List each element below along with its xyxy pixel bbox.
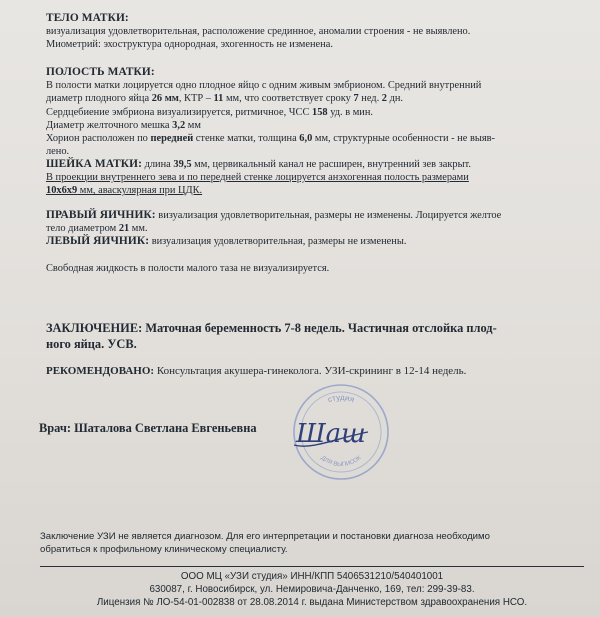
section-uterine-cavity — [46, 66, 572, 158]
gestational-sac-diameter: 26 мм — [151, 93, 179, 105]
doctor-line — [39, 421, 257, 436]
text-span: дн. — [386, 93, 404, 105]
text-span: визуализация удовлетворительная, размеры не изменены. — [149, 236, 407, 248]
section-recommended — [46, 365, 572, 378]
section-cervix — [46, 158, 572, 198]
text-span: мм, что соответствует сроку — [223, 93, 354, 105]
section-uterus-body — [46, 12, 572, 52]
recommended-line — [46, 365, 572, 378]
left-ovary-line — [46, 235, 572, 248]
text-span: стенке матки, толщина — [193, 133, 300, 145]
text-span: Хорион расположен по — [46, 133, 151, 145]
text-span: нед. — [358, 93, 382, 105]
uterine-cavity-line1: В полости матки лоцируется одно плодное яйцо с одним живым эмбрионом. Средний внутренний — [46, 80, 482, 92]
signature-text: Шаш — [296, 419, 366, 449]
doctor-label: Врач: — [39, 421, 71, 435]
footer-license: Лицензия № ЛО-54-01-002838 от 28.08.2014 г. выдана Министерством здравоохранения НСО. — [96, 597, 528, 608]
uterus-body-line2: Миометрий: эхоструктура однородная, эхогенность не изменена. — [46, 39, 333, 51]
text-span: мм. — [129, 223, 148, 235]
text-span: мм, цервикальный канал не расширен, внутренний зев закрыт. — [191, 159, 471, 170]
disclaimer-line1: Заключение УЗИ не является диагнозом. Для его интерпретации и постановки диагноза необходимо — [40, 531, 490, 542]
cervix-line2: В проекции внутреннего зева и по передней стенке лоцируется анэхогенная полость размерами — [46, 172, 469, 184]
weeks-value: 7 — [353, 93, 359, 105]
recommended-label: РЕКОМЕНДОВАНО: — [46, 365, 155, 377]
section-conclusion — [46, 321, 572, 352]
text-span: , КТР – — [178, 93, 214, 105]
section-ovaries — [46, 209, 572, 249]
stamp-top-text — [327, 393, 356, 404]
conclusion-line2: ного яйца. УСВ. — [46, 336, 137, 351]
text-span: диаметр плодного яйца — [46, 93, 152, 105]
heart-rate-value: 158 — [312, 106, 328, 118]
recommended-text: Консультация акушера-гинеколога. УЗИ-скрининг в 12-14 недель. — [154, 365, 467, 377]
text-span: мм, аваскулярная при ЦДК. — [77, 185, 203, 197]
doctor-name: Шаталова Светлана Евгеньевна — [70, 421, 257, 435]
cervix-header: ШЕЙКА МАТКИ: — [46, 158, 142, 170]
conclusion-text: Маточная беременность 7-8 недель. Частичная отслойка плод- — [142, 321, 497, 335]
uterine-cavity-line3 — [46, 106, 572, 119]
footer-company: ООО МЦ «УЗИ студия» ИНН/КПП 5406531210/540401001 — [180, 571, 444, 582]
text-span: мм, структурные особенности - не выяв- — [312, 133, 495, 145]
uterus-body-line1: визуализация удовлетворительная, расположение срединное, аномалии строения - не выявлено. — [46, 26, 471, 38]
text-span: тело диаметром — [46, 223, 119, 235]
text-span: Сердцебиение эмбриона визуализируется, ритмичное, ЧСС — [46, 106, 312, 118]
conclusion-line1 — [46, 321, 572, 337]
text-span: Диаметр желточного мешка — [46, 119, 173, 131]
footer-address: 630087, г. Новосибирск, ул. Немировича-Данченко, 169, тел: 299-39-83. — [149, 584, 475, 595]
days-value: 2 — [381, 93, 387, 105]
right-ovary-line1 — [46, 209, 572, 222]
doctor-signature — [292, 412, 370, 452]
disclaimer-line2: обратиться к профильному клиническому специалисту. — [40, 543, 288, 555]
uterine-cavity-line6: лено. — [46, 146, 70, 158]
cervix-line3 — [46, 184, 572, 197]
cavity-size: 10х6х9 — [46, 185, 78, 197]
stamp-bottom-textpath: ДЛЯ ВЫПИСОК — [319, 455, 363, 469]
uterine-cavity-header: ПОЛОСТЬ МАТКИ: — [46, 66, 155, 78]
stamp-bottom-text — [319, 455, 362, 468]
text-span: длина — [141, 159, 174, 170]
right-ovary-line2 — [46, 222, 572, 235]
uterine-cavity-line5 — [46, 132, 572, 145]
text-span: мм — [185, 119, 201, 131]
crl-value: 11 — [213, 93, 224, 105]
left-ovary-header: ЛЕВЫЙ ЯИЧНИК: — [46, 235, 150, 248]
corpus-luteum-diameter: 21 — [118, 223, 130, 235]
free-fluid-line: Свободная жидкость в полости малого таза не визуализируется. — [46, 263, 330, 274]
cervix-line1 — [46, 158, 572, 171]
uterus-body-header: ТЕЛО МАТКИ: — [46, 12, 129, 24]
text-span: визуализация удовлетворительная, размеры не изменены. Лоцируется желтое — [155, 210, 502, 221]
chorion-position: передней — [150, 133, 194, 145]
conclusion-label: ЗАКЛЮЧЕНИЕ: — [46, 321, 143, 335]
text-span: уд. в мин. — [327, 106, 374, 118]
right-ovary-header: ПРАВЫЙ ЯИЧНИК: — [46, 209, 156, 221]
disclaimer — [40, 531, 570, 556]
chorion-thickness: 6,0 — [299, 133, 313, 145]
uterine-cavity-line2 — [46, 92, 572, 105]
yolk-sac-value: 3,2 — [172, 119, 186, 131]
footer-divider — [40, 566, 584, 567]
uterine-cavity-line4 — [46, 119, 572, 132]
stamp-top-textpath: студия — [326, 392, 356, 405]
cervix-length: 39,5 — [173, 159, 192, 170]
